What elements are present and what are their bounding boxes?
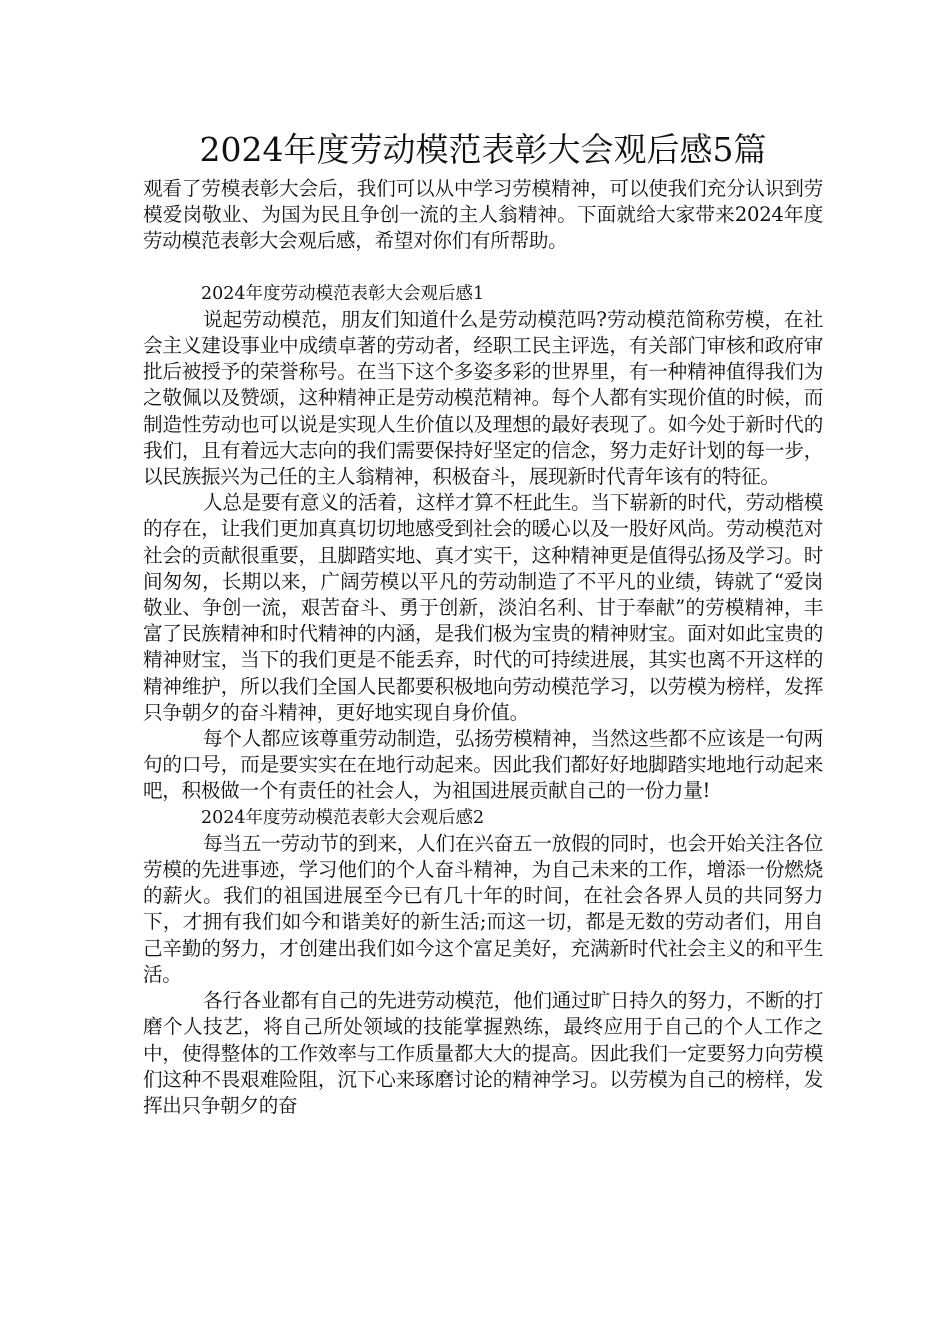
document-page	[143, 128, 823, 1119]
section-1-paragraph-2: 人总是要有意义的活着，这样才算不枉此生。当下崭新的时代，劳动楷模的存在，让我们更加真真切切地感受到社会的暖心以及一股好风尚。劳动模范对社会的贡献很重要，且脚踏实地、真才实干，这种精神更是值得弘扬及学习。时间匆匆，长期以来，广阔劳模以平凡的劳动制造了不平凡的业绩，铸就了“爱岗敬业、争创一流，艰苦奋斗、勇于创新，淡泊名利、甘于奉献”的劳模精神，丰富了民族精神和时代精神的内涵，是我们极为宝贵的精神财宝。面对如此宝贵的精神财宝，当下的我们更是不能丢弃，时代的可持续进展，其实也离不开这样的精神维护，所以我们全国人民都要积极地向劳动模范学习，以劳模为榜样，发挥只争朝夕的奋斗精神，更好地实现自身价值。	[143, 491, 823, 724]
blank-line	[143, 255, 823, 281]
section-2-paragraph-1: 每当五一劳动节的到来，人们在兴奋五一放假的同时，也会开始关注各位劳模的先进事迹，学习他们的个人奋斗精神，为自己未来的工作，增添一份燃烧的薪火。我们的祖国进展至今已有几十年的时间，在社会各界人员的共同努力下，才拥有我们如今和谐美好的新生活;而这一切，都是无数的劳动者们，用自己辛勤的努力，才创建出我们如今这个富足美好，充满新时代社会主义的和平生活。	[143, 831, 823, 986]
document-title: 2024年度劳动模范表彰大会观后感5篇	[199, 130, 767, 169]
section-1-heading: 2024年度劳动模范表彰大会观后感1	[201, 283, 485, 304]
section-2-heading: 2024年度劳动模范表彰大会观后感2	[201, 807, 485, 828]
section-1-paragraph-1: 说起劳动模范，朋友们知道什么是劳动模范吗?劳动模范简称劳模，在社会主义建设事业中成绩卓著的劳动者，经职工民主评选，有关部门审核和政府审批后被授予的荣誉称号。在当下这个多姿多彩的世界里，有一种精神值得我们为之敬佩以及赞颂，这种精神正是劳动模范精神。每个人都有实现价值的时候，而制造性劳动也可以说是实现人生价值以及理想的最好表现了。如今处于新时代的我们，且有着远大志向的我们需要保持好坚定的信念，努力走好计划的每一步，以民族振兴为己任的主人翁精神，积极奋斗，展现新时代青年该有的特征。	[143, 307, 823, 489]
section-2-paragraph-2: 各行各业都有自己的先进劳动模范，他们通过旷日持久的努力，不断的打磨个人技艺，将自己所处领域的技能掌握熟练，最终应用于自己的个人工作之中，使得整体的工作效率与工作质量都大大的提高。因此我们一定要努力向劳模们这种不畏艰难险阻，沉下心来琢磨讨论的精神学习。以劳模为自己的榜样，发挥出只争朝夕的奋	[143, 989, 823, 1117]
intro-paragraph: 观看了劳模表彰大会后，我们可以从中学习劳模精神，可以使我们充分认识到劳模爱岗敬业、为国为民且争创一流的主人翁精神。下面就给大家带来2024年度劳动模范表彰大会观后感，希望对你们有所帮助。	[143, 177, 823, 253]
section-1-paragraph-3: 每个人都应该尊重劳动制造，弘扬劳模精神，当然这些都不应该是一句两句的口号，而是要实实在在地行动起来。因此我们都好好地脚踏实地地行动起来吧，积极做一个有责任的社会人，为祖国进展贡献自己的一份力量!	[143, 727, 823, 803]
